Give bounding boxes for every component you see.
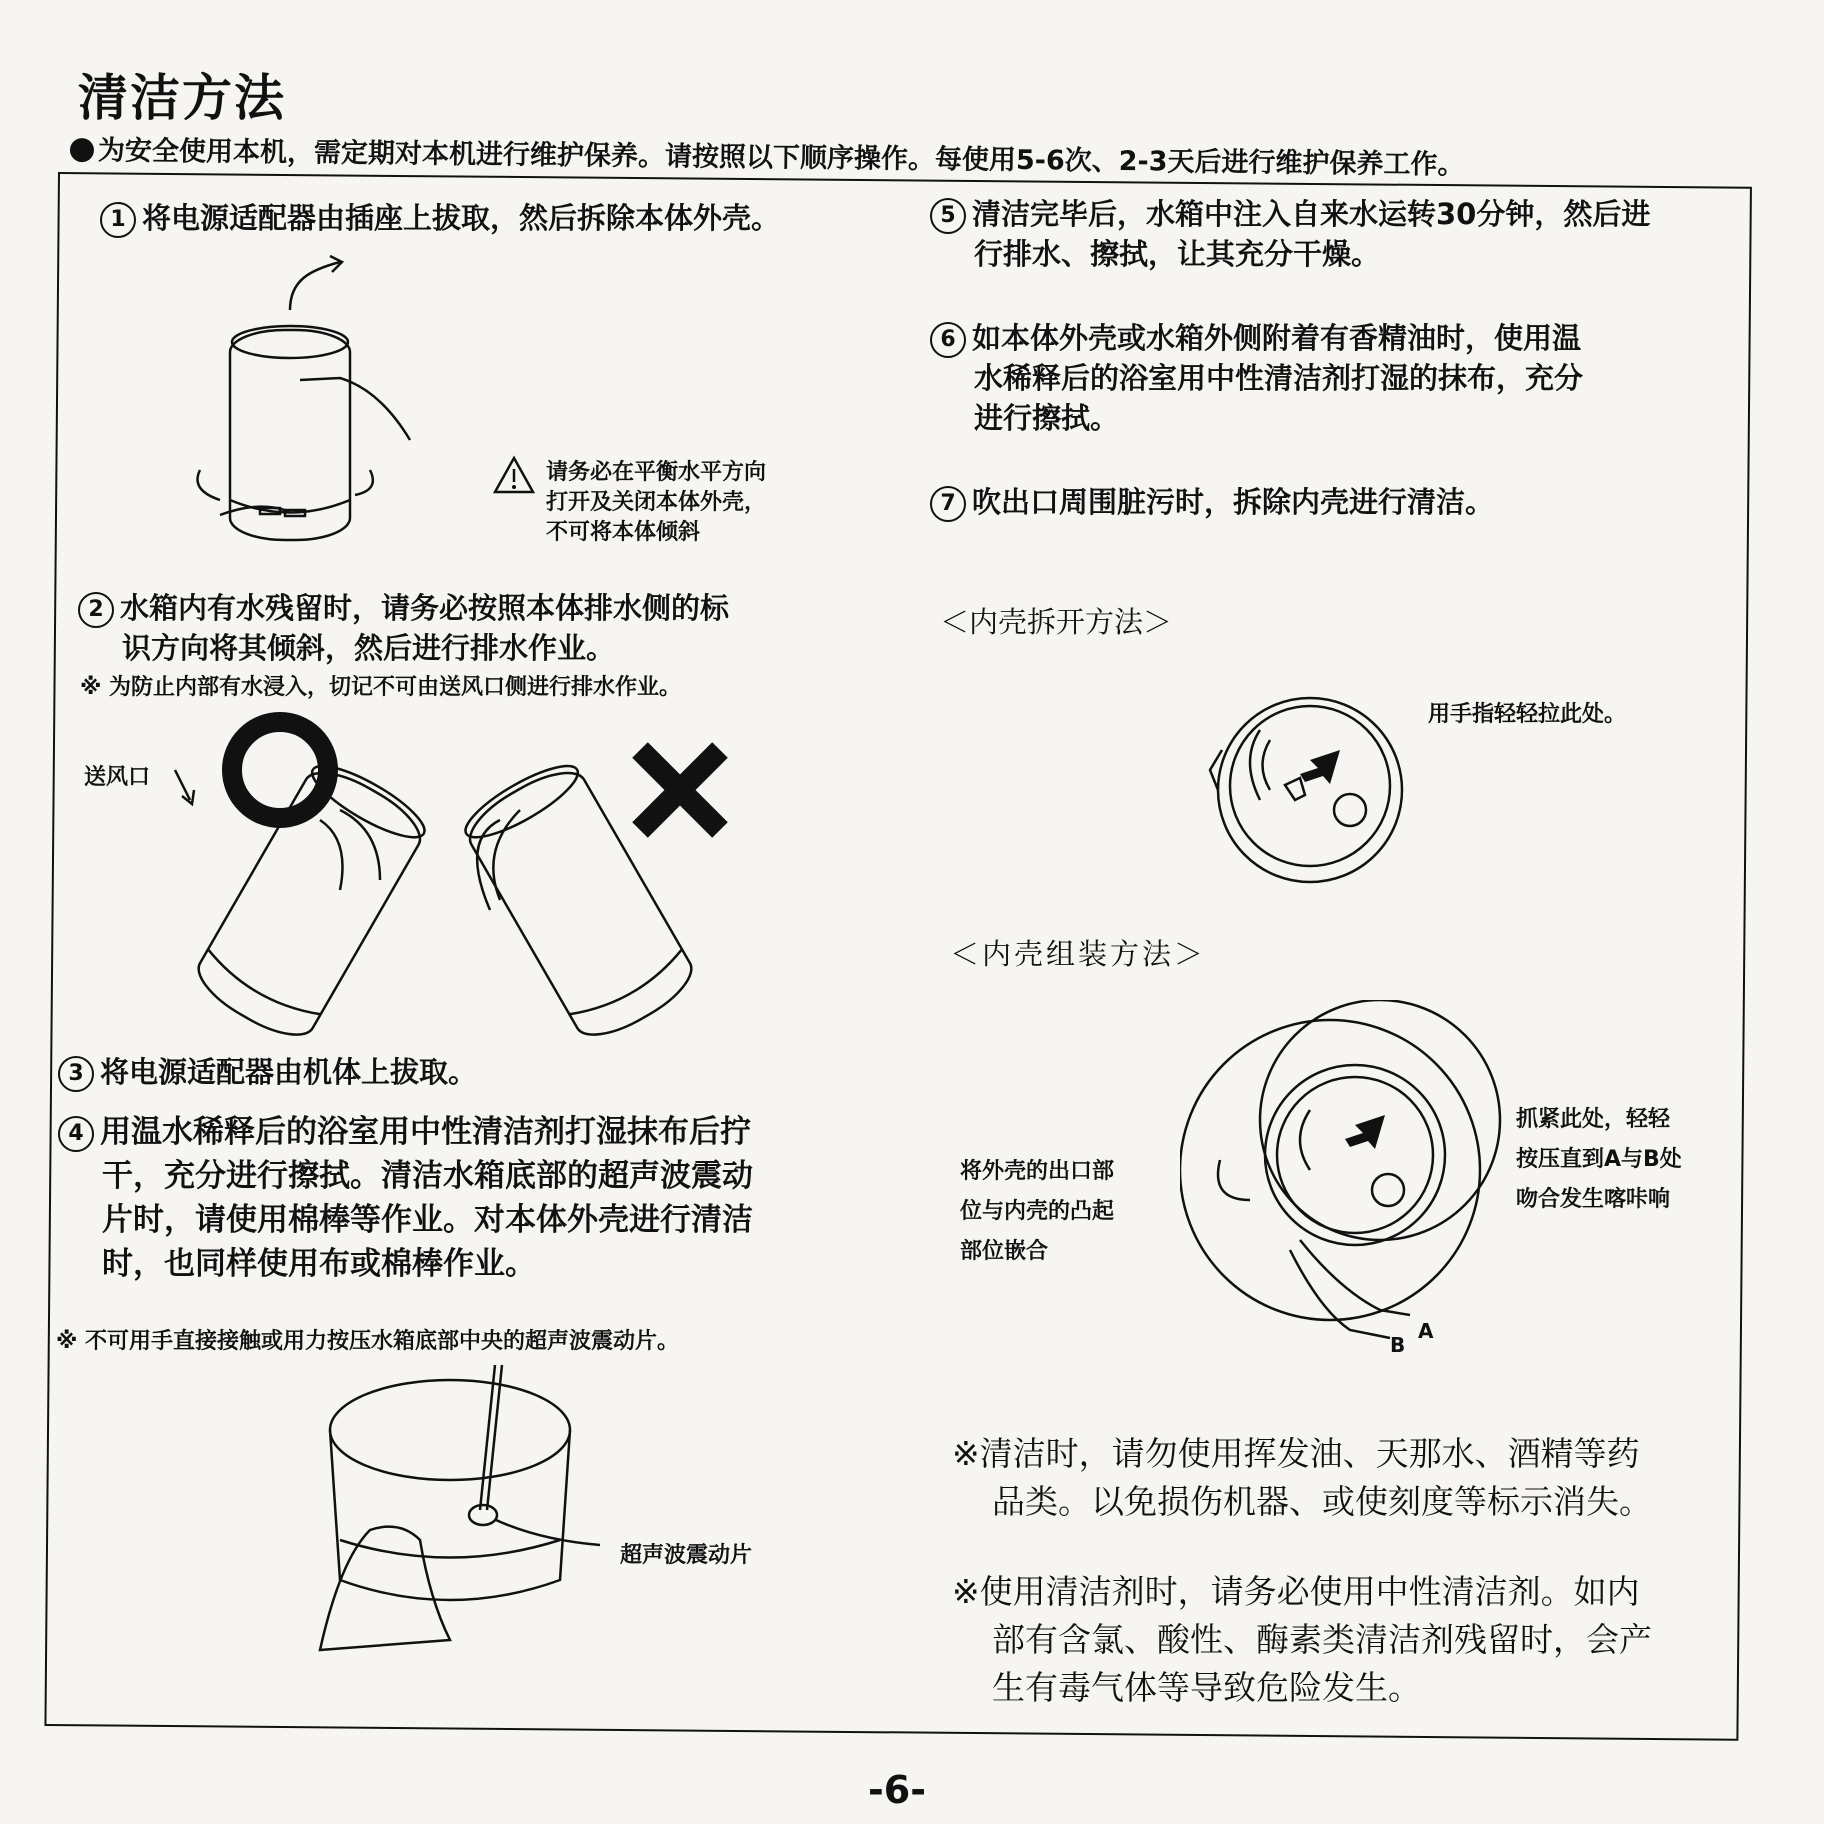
mark-b: B: [1390, 1333, 1406, 1357]
step-4-line: 干，充分进行擦拭。清洁水箱底部的超声波震动: [102, 1158, 753, 1194]
ng-mark-icon: [640, 750, 720, 830]
step-1-text: 将电源适配器由插座上拔取，然后拆除本体外壳。: [142, 201, 781, 235]
page-title: 清洁方法: [78, 69, 286, 127]
step-4-line: 片时，请使用棉棒等作业。对本体外壳进行清洁: [102, 1202, 753, 1238]
drain-direction-illustration: [120, 710, 760, 1060]
warning-line: 不可将本体倾斜: [546, 520, 701, 545]
assemble-right-label: [1516, 1100, 1682, 1220]
step-1: [100, 198, 780, 238]
page-number: -6-: [868, 1768, 926, 1812]
step-number: 3: [58, 1056, 94, 1092]
step-3: [58, 1052, 477, 1092]
step-number: 7: [930, 486, 966, 522]
inner-open-heading: ＜内壳拆开方法＞: [940, 605, 1173, 639]
device-open-illustration: [180, 250, 440, 560]
step-7: [930, 482, 1494, 522]
step-6-line: 进行擦拭。: [974, 401, 1120, 435]
bullet-icon: [70, 138, 94, 162]
step-5-line: 行排水、擦拭，让其充分干燥。: [974, 237, 1381, 271]
inner-shell-assemble-illustration: [1180, 1000, 1520, 1360]
caution-line: 品类。以免损伤机器、或使刻度等标示消失。: [992, 1482, 1652, 1521]
assemble-left-line: 部位嵌合: [960, 1239, 1049, 1264]
assemble-left-line: 位与内壳的凸起: [960, 1199, 1115, 1224]
step-2-line: 水箱内有水残留时，请务必按照本体排水侧的标: [120, 591, 730, 625]
inner-shell-open-illustration: [1200, 690, 1420, 890]
step-4-note: ※ 不可用手直接接触或用力按压水箱底部中央的超声波震动片。: [56, 1329, 680, 1354]
step-1-warning: [546, 458, 766, 548]
caution-line: 部有含氯、酸性、酶素类清洁剂残留时，会产: [992, 1620, 1652, 1659]
caution-note-1: [952, 1430, 1652, 1526]
caution-note-2: [952, 1568, 1652, 1712]
step-4: [58, 1110, 753, 1286]
assemble-left-line: 将外壳的出口部: [960, 1159, 1115, 1184]
step-6-line: 如本体外壳或水箱外侧附着有香精油时，使用温: [972, 321, 1582, 355]
step-7-text: 吹出口周围脏污时，拆除内壳进行清洁。: [972, 485, 1495, 519]
step-number: 1: [100, 202, 136, 238]
step-number: 5: [930, 198, 966, 234]
caution-line: ※使用清洁剂时，请务必使用中性清洁剂。如内: [952, 1572, 1640, 1611]
step-6-line: 水稀释后的浴室用中性清洁剂打湿的抹布，充分: [974, 361, 1584, 395]
step-4-line: 时，也同样使用布或棉棒作业。: [102, 1246, 536, 1282]
step-2-line: 识方向将其倾斜，然后进行排水作业。: [122, 631, 616, 665]
caution-line: 生有毒气体等导致危险发生。: [992, 1668, 1421, 1707]
warning-icon: [492, 455, 536, 495]
step-2-note: ※ 为防止内部有水浸入，切记不可由送风口侧进行排水作业。: [80, 675, 682, 700]
air-outlet-label: 送风口: [84, 765, 151, 790]
step-number: 6: [930, 322, 966, 358]
caution-line: ※清洁时，请勿使用挥发油、天那水、酒精等药: [952, 1434, 1640, 1473]
ultrasonic-label: 超声波震动片: [620, 1543, 753, 1568]
assemble-right-line: 按压直到A与B处: [1516, 1147, 1682, 1172]
assemble-right-line: 吻合发生喀咔响: [1516, 1187, 1671, 1212]
assemble-right-line: 抓紧此处，轻轻: [1516, 1107, 1671, 1132]
assemble-left-label: [960, 1152, 1114, 1272]
mark-a: A: [1418, 1319, 1434, 1343]
step-number: 2: [78, 592, 114, 628]
step-4-line: 用温水稀释后的浴室用中性清洁剂打湿抹布后拧: [100, 1114, 751, 1150]
step-number: 4: [58, 1116, 94, 1152]
step-6: [930, 318, 1583, 438]
inner-open-label: 用手指轻轻拉此处。: [1428, 702, 1627, 727]
step-5: [930, 194, 1650, 274]
intro-label: 为安全使用本机，需定期对本机进行维护保养。请按照以下顺序操作。每使用5-6次、2-3天后进行维护保养工作。: [97, 135, 1465, 181]
inner-assemble-heading: ＜内壳组装方法＞: [950, 937, 1207, 971]
warning-line: 打开及关闭本体外壳，: [546, 490, 767, 515]
tank-cleaning-illustration: [300, 1360, 600, 1660]
step-2: [78, 588, 729, 668]
step-3-text: 将电源适配器由机体上拔取。: [100, 1055, 478, 1089]
step-5-line: 清洁完毕后，水箱中注入自来水运转30分钟，然后进: [972, 197, 1651, 231]
warning-line: 请务必在平衡水平方向: [546, 460, 767, 485]
